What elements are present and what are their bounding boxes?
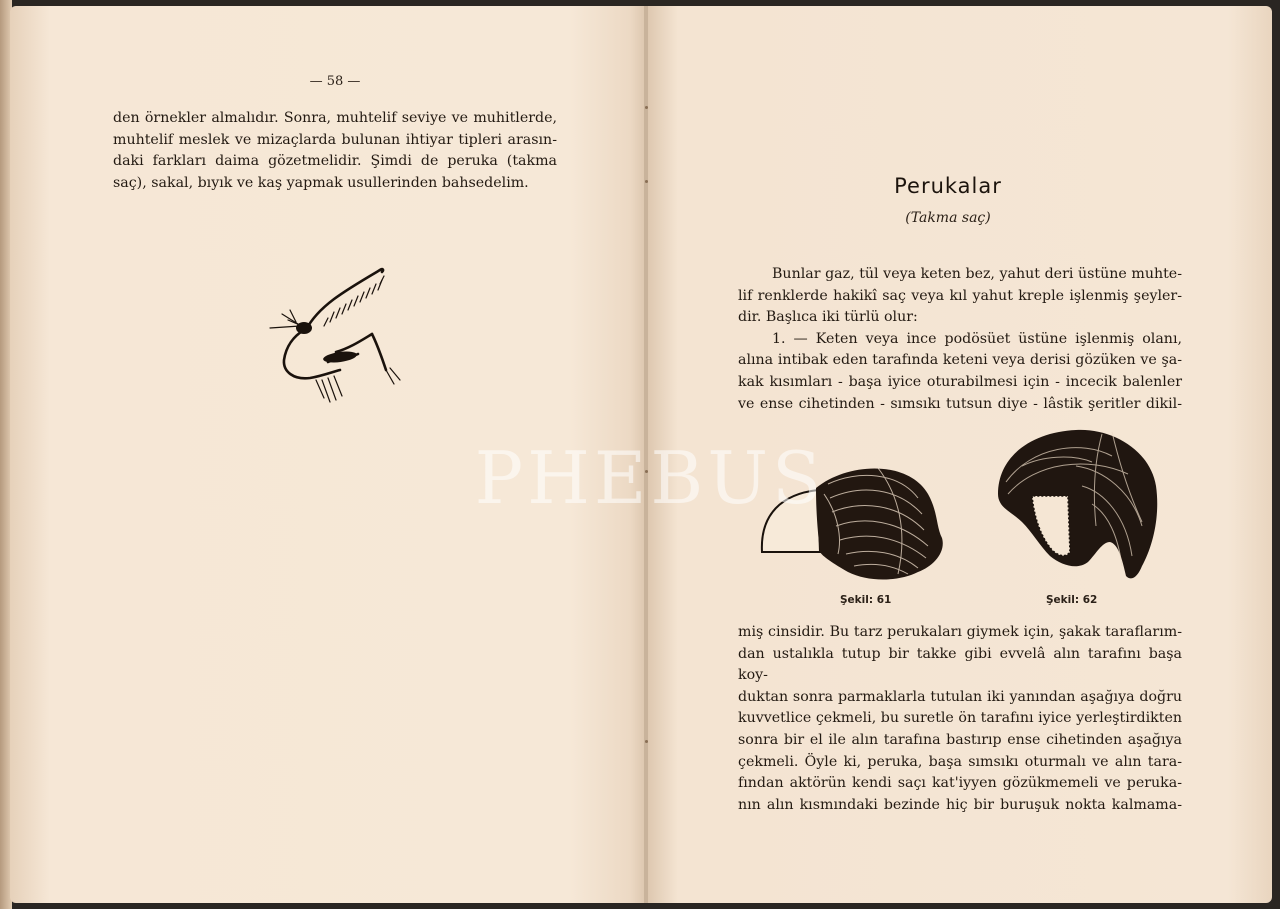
binding-stitch: [645, 740, 648, 743]
text-line: alına intibak eden tarafında keteni veya derisi gözüken ve şa-: [738, 352, 1182, 369]
text-line: muhtelif meslek ve mizaçlarda bulunan ihtiyar tipleri arasın-: [113, 131, 557, 148]
text-line: den örnekler almalıdır. Sonra, muhtelif seviye ve muhitlerde,: [113, 110, 557, 126]
text-line: çekmeli. Öyle ki, peruka, başa sımsıkı oturmalı ve alın tara-: [738, 753, 1182, 770]
text-line: daki farkları daima gözetmelidir. Şimdi de peruka (takma: [113, 153, 557, 170]
binding-stitch: [645, 470, 648, 473]
text-line: fından aktörün kendi saçı kat'iyyen gözükmemeli ve peruka-: [738, 775, 1182, 792]
text-line: lif renklerde hakikî saç veya kıl yahut kreple işlenmiş şeyler-: [738, 287, 1182, 304]
section-heading: Perukalar: [894, 174, 1002, 198]
watermark: PHEBUS: [474, 436, 826, 520]
text-line: 1. — Keten veya ince podösüet üstüne işlenmiş olanı,: [772, 330, 1182, 347]
figure-caption: Şekil: 61: [840, 594, 892, 606]
text-line: ve ense cihetinden - sımsıkı tutsun diye - lâstik şeritler dikil-: [738, 395, 1182, 412]
left-paragraph: [113, 108, 557, 194]
text-line: duktan sonra parmaklarla tutulan iki yanından aşağıya doğru: [738, 688, 1182, 705]
wig-figure-61-icon: [758, 454, 948, 586]
figure-caption: Şekil: 62: [1046, 594, 1098, 606]
text-line: dan ustalıkla tutup bir takke gibi evvelâ alın tarafını başa koy-: [738, 645, 1182, 684]
binding-stitch: [645, 180, 648, 183]
page-number: — 58 —: [309, 74, 361, 89]
text-line: kak kısımları - başa iyice oturabilmesi için - incecik balenler: [738, 373, 1182, 390]
old-face-sketch-icon: [266, 262, 406, 410]
text-line: kuvvetlice çekmeli, bu suretle ön tarafını iyice yerleştirdikten: [738, 710, 1182, 727]
wig-figure-62-icon: [992, 426, 1164, 586]
text-line: nın alın kısmındaki bezinde hiç bir buruşuk nokta kalmama-: [738, 796, 1182, 813]
binding-stitch: [645, 106, 648, 109]
text-line: Bunlar gaz, tül veya keten bez, yahut deri üstüne muhte-: [772, 266, 1182, 282]
text-line: dir. Başlıca iki türlü olur:: [738, 309, 918, 326]
text-line: sonra bir el ile alın tarafına bastırıp ense cihetinden aşağıya: [738, 731, 1182, 748]
right-paragraph-bottom: [738, 622, 1182, 816]
text-line: miş cinsidir. Bu tarz perukaları giymek için, şakak taraflarım-: [738, 624, 1182, 640]
section-subheading: (Takma saç): [905, 210, 991, 226]
text-line: saç), sakal, bıyık ve kaş yapmak usullerinden bahsedelim.: [113, 174, 529, 191]
right-paragraph-top: [738, 264, 1182, 415]
